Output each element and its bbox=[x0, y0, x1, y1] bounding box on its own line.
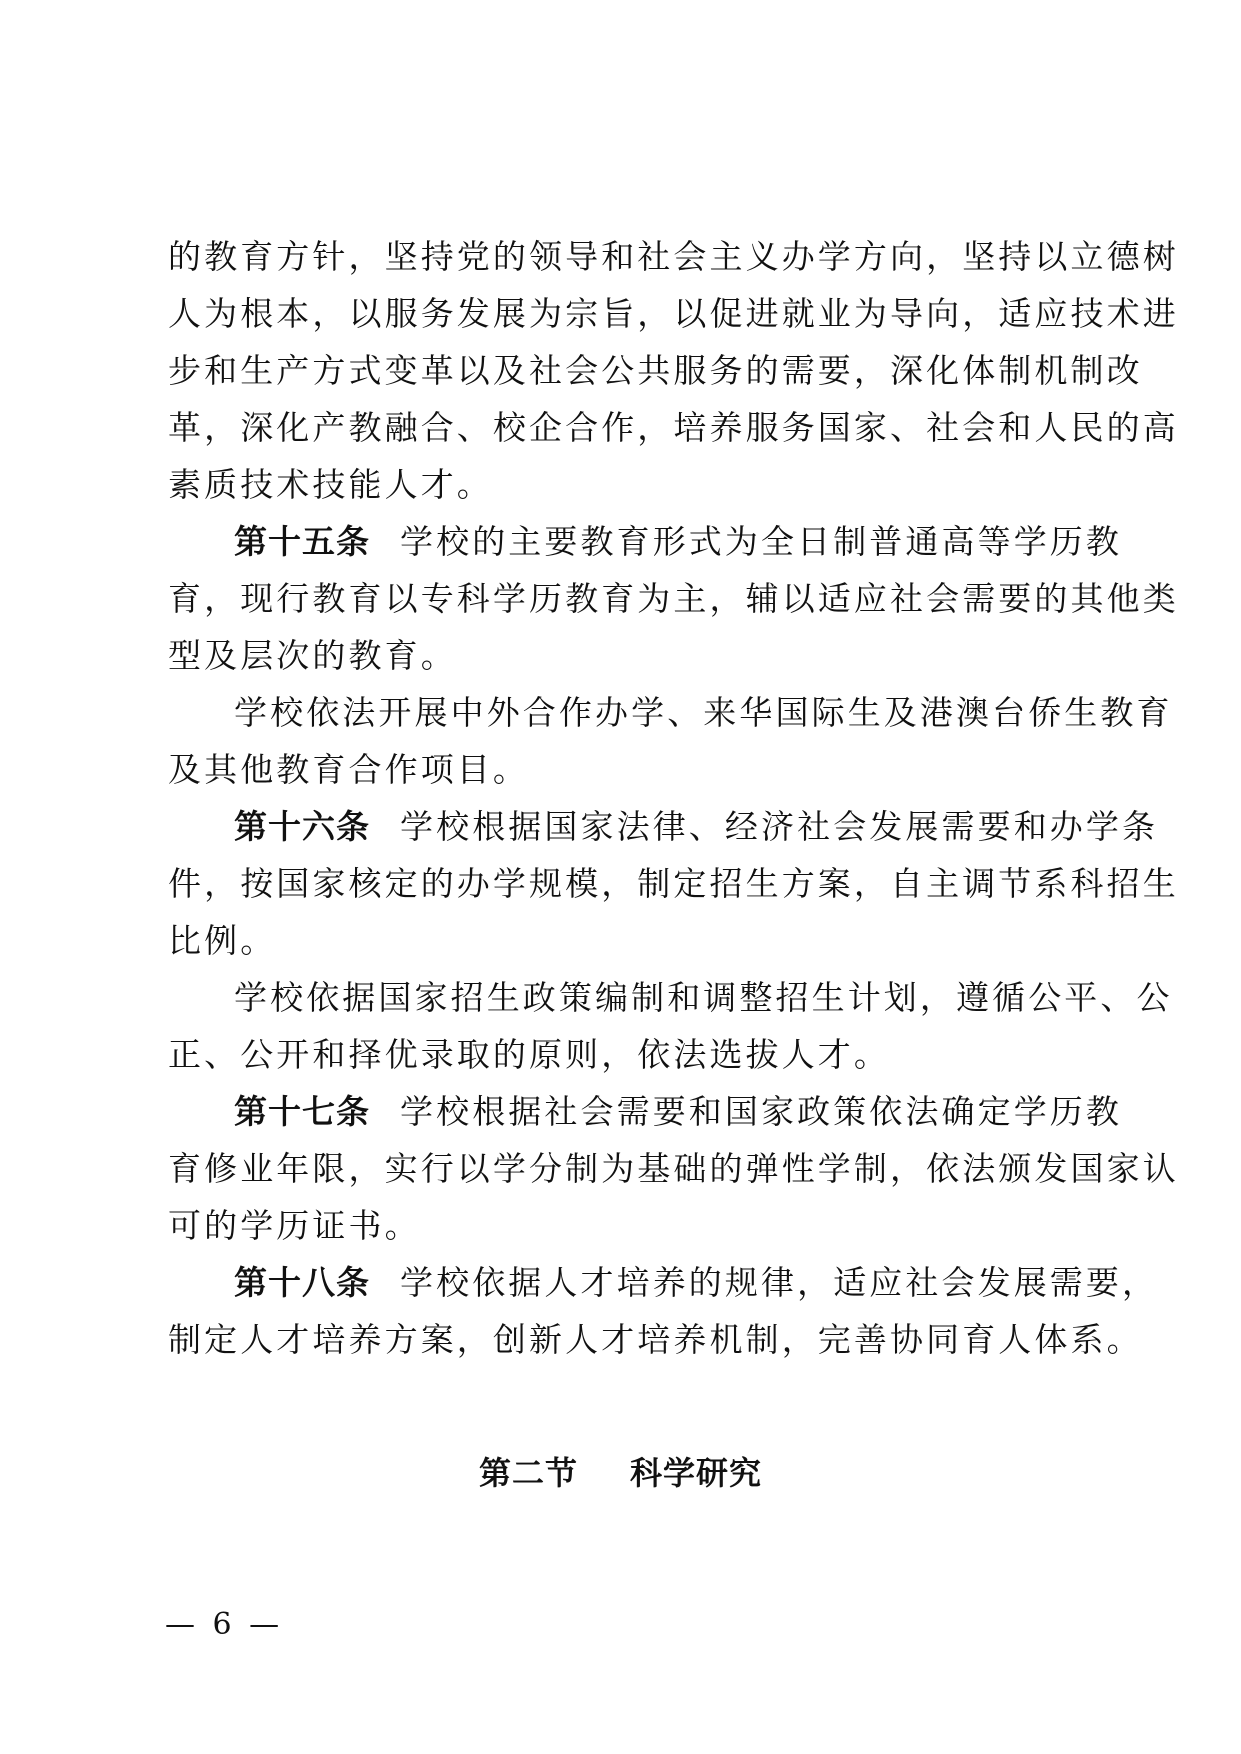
article-number: 第十六条 bbox=[234, 807, 370, 846]
body-line: 及其他教育合作项目。 bbox=[168, 750, 529, 789]
paragraph-first-line: 学校依据国家招生政策编制和调整招生计划，遵循公平、公 bbox=[234, 978, 1173, 1017]
body-line: 素质技术技能人才。 bbox=[168, 465, 493, 504]
body-line: 型及层次的教育。 bbox=[168, 636, 457, 675]
body-line: 比例。 bbox=[168, 921, 277, 960]
page-number: — 6 — bbox=[165, 1607, 284, 1642]
article-number: 第十八条 bbox=[234, 1263, 370, 1302]
body-line: 革，深化产教融合、校企合作，培养服务国家、社会和人民的高 bbox=[168, 408, 1179, 447]
body-line: 正、公开和择优录取的原则，依法选拔人才。 bbox=[168, 1035, 890, 1074]
body-line: 制定人才培养方案，创新人才培养机制，完善协同育人体系。 bbox=[168, 1320, 1143, 1359]
article-text: 学校的主要教育形式为全日制普通高等学历教 bbox=[400, 522, 1122, 561]
article-text: 学校根据社会需要和国家政策依法确定学历教 bbox=[400, 1092, 1122, 1131]
body-line: 可的学历证书。 bbox=[168, 1206, 421, 1245]
section-number: 第二节 bbox=[478, 1454, 578, 1492]
body-line: 人为根本，以服务发展为宗旨，以促进就业为导向，适应技术进 bbox=[168, 294, 1179, 333]
body-line: 育修业年限，实行以学分制为基础的弹性学制，依法颁发国家认 bbox=[168, 1149, 1179, 1188]
body-line: 件，按国家核定的办学规模，制定招生方案，自主调节系科招生 bbox=[168, 864, 1179, 903]
section-title: 科学研究 bbox=[630, 1454, 763, 1492]
section-heading bbox=[0, 1448, 1241, 1494]
document-body bbox=[168, 228, 1179, 1368]
article-18-line bbox=[168, 1254, 1159, 1311]
article-number: 第十五条 bbox=[234, 522, 370, 561]
body-line: 步和生产方式变革以及社会公共服务的需要，深化体制机制改 bbox=[168, 351, 1143, 390]
article-16-line bbox=[168, 798, 1159, 855]
body-line: 的教育方针，坚持党的领导和社会主义办学方向，坚持以立德树 bbox=[168, 237, 1179, 276]
article-text: 学校依据人才培养的规律，适应社会发展需要， bbox=[400, 1263, 1159, 1302]
article-17-line bbox=[168, 1083, 1122, 1140]
article-15-line bbox=[168, 513, 1122, 570]
article-number: 第十七条 bbox=[234, 1092, 370, 1131]
article-text: 学校根据国家法律、经济社会发展需要和办学条 bbox=[400, 807, 1159, 846]
paragraph-first-line: 学校依法开展中外合作办学、来华国际生及港澳台侨生教育 bbox=[234, 693, 1173, 732]
body-line: 育，现行教育以专科学历教育为主，辅以适应社会需要的其他类 bbox=[168, 579, 1179, 618]
